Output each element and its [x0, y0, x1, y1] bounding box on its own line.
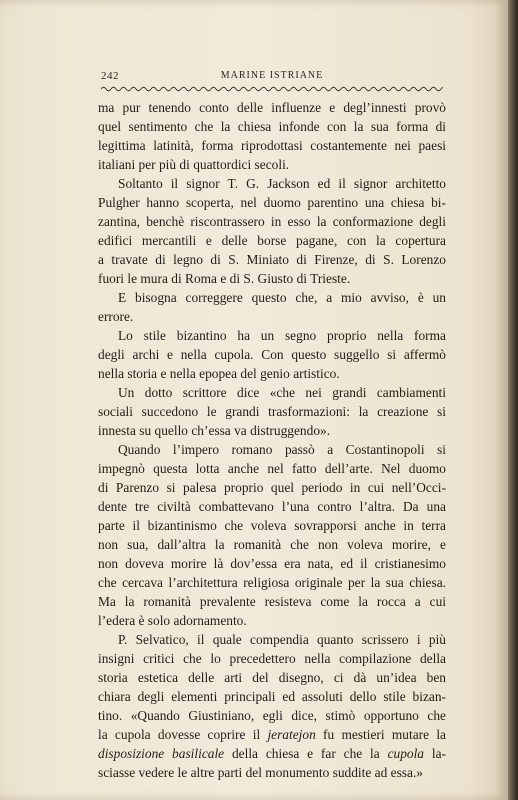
text-line [98, 212, 446, 231]
italic-text-span: cupola [387, 746, 425, 761]
text-line [98, 535, 446, 554]
text-line [98, 573, 446, 592]
text-line [98, 402, 446, 421]
text-line [98, 459, 446, 478]
text-line [98, 383, 446, 402]
text-span: storia estetica delle arti del disegno, ci dà un’idea ben [98, 670, 446, 685]
text-span: tino. «Quando Giustiniano, egli dice, stimò opportuno che [98, 708, 446, 723]
text-span: la- [424, 746, 446, 761]
page-number: 242 [101, 70, 119, 82]
text-line [98, 193, 446, 212]
text-span: zantina, benchè riscontrassero in esso la conformazione degli [98, 214, 446, 229]
text-span: errore. [98, 309, 134, 324]
text-span: sciasse vedere le altre parti del monumento suddite ad essa.» [98, 765, 423, 780]
text-span: legittima latinità, forma riprodottasi costantemente nei paesi [98, 138, 446, 153]
text-line [98, 326, 446, 345]
text-span: impegnò questa lotta anche nel fatto dell’arte. Nel duomo [98, 461, 446, 476]
text-span: parte il bizantinismo che voleva sovrapporsi anche in terra [98, 518, 446, 533]
text-line [98, 478, 446, 497]
text-span: italiani per più di quattordici secoli. [98, 157, 290, 172]
text-span: fu mestieri mutare la [315, 727, 446, 742]
text-line [98, 592, 446, 611]
text-span: a travate di legno di S. Miniato di Firenze, di S. Lorenzo [98, 252, 446, 267]
text-line [98, 516, 446, 535]
text-line [98, 136, 446, 155]
text-line [98, 231, 446, 250]
text-line [98, 668, 446, 687]
text-line [98, 687, 446, 706]
text-line [98, 744, 446, 763]
text-line [98, 98, 446, 117]
text-line [98, 630, 446, 649]
text-line [98, 288, 446, 307]
text-span: nella storia e nella epopea del genio artistico. [98, 366, 340, 381]
text-line [98, 497, 446, 516]
text-span: Soltanto il signor T. G. Jackson ed il signor architetto [118, 176, 446, 191]
text-span: Un dotto scrittore dice «che nei grandi cambiamenti [118, 385, 446, 400]
italic-text-span: jeratejon [267, 727, 316, 742]
text-span: Quando l’impero romano passò a Costantinopoli si [118, 442, 446, 457]
book-spine-edge [508, 0, 518, 800]
text-line [98, 117, 446, 136]
text-line [98, 307, 446, 326]
text-line [98, 725, 446, 744]
text-span: innesta su quello ch’essa va distruggendo». [98, 423, 331, 438]
ornamental-wavy-rule [101, 84, 443, 94]
running-title: MARINE ISTRIANE [220, 70, 324, 81]
text-line [98, 706, 446, 725]
body-text [98, 98, 446, 782]
text-span: chiara degli elementi principali ed assoluti dello stile bizan- [98, 689, 446, 704]
text-line [98, 421, 446, 440]
text-line [98, 155, 446, 174]
text-span: ma pur tenendo conto delle influenze e degl’innesti provò [98, 100, 446, 115]
text-span: E bisogna correggere questo che, a mio avviso, è un [118, 290, 446, 305]
text-span: che cercava l’architettura religiosa originale per la sua chiesa. [98, 575, 446, 590]
text-line [98, 440, 446, 459]
text-line [98, 649, 446, 668]
text-span: Pulgher hanno scoperta, nel duomo parentino una chiesa bi- [98, 195, 446, 210]
text-span: sociali succedono le grandi trasformazioni: la creazione si [98, 404, 446, 419]
text-span: della chiesa e far che la [224, 746, 388, 761]
text-span: quel sentimento che la chiesa infonde con la sua forma di [98, 119, 446, 134]
text-line [98, 763, 446, 782]
text-line [98, 345, 446, 364]
text-span: Ma la romanità prevalente resisteva come la rocca a cui [98, 594, 446, 609]
text-span: la cupola dovesse coprire il [98, 727, 268, 742]
text-line [98, 364, 446, 383]
text-span: Lo stile bizantino ha un segno proprio nella forma [118, 328, 446, 343]
text-span: insigni critici che lo precedettero nella compilazione della [98, 651, 446, 666]
text-span: dente tre civiltà combattevano l’una contro l’altra. Da una [98, 499, 446, 514]
text-line [98, 269, 446, 288]
text-span: di Parenzo si palesa proprio quel periodo in cui nell’Occi- [98, 480, 446, 495]
text-span: degli archi e nella cupola. Con questo suggello si affermò [98, 347, 446, 362]
text-line [98, 174, 446, 193]
text-line [98, 250, 446, 269]
text-span: non sua, dall’altra la romanità che non voleva morire, e [98, 537, 446, 552]
italic-text-span: disposizione basilicale [98, 746, 225, 761]
text-line [98, 554, 446, 573]
text-span: l’edera è solo adornamento. [98, 613, 247, 628]
text-span: non doveva morire là dov’essa era nata, ed il cristianesimo [98, 556, 446, 571]
text-span: P. Selvatico, il quale compendia quanto scrissero i più [118, 632, 446, 647]
text-span: fuori le mura di Roma e di S. Giusto di Trieste. [98, 271, 351, 286]
text-line [98, 611, 446, 630]
text-span: edifici mercantili e delle borse pagane, con la copertura [98, 233, 446, 248]
